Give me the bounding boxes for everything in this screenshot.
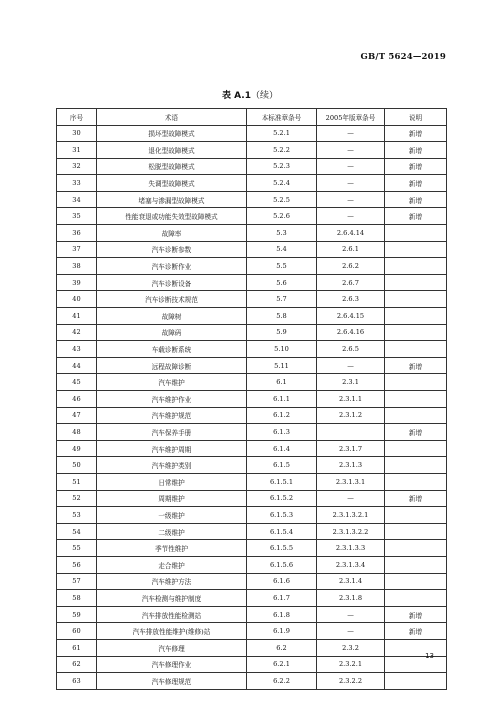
cell-serial-number: 31 [57, 142, 97, 159]
cell-term: 退化型故障模式 [97, 142, 247, 159]
cell-note [385, 656, 447, 673]
cell-note [385, 556, 447, 573]
cell-2005-clause: 2.3.1.3.1 [317, 473, 385, 490]
cell-note [385, 291, 447, 308]
cell-serial-number: 40 [57, 291, 97, 308]
header-this-standard-clause: 本标准章条号 [247, 109, 317, 126]
cell-2005-clause: — [317, 490, 385, 507]
cell-term: 堵塞与渗漏型故障模式 [97, 191, 247, 208]
table-row [57, 424, 447, 441]
cell-serial-number: 54 [57, 523, 97, 540]
cell-term: 二级维护 [97, 523, 247, 540]
table-title-suffix: （续） [250, 91, 278, 101]
cell-term: 故障码 [97, 324, 247, 341]
cell-2005-clause: — [317, 125, 385, 142]
cell-this-standard-clause: 6.1.8 [247, 606, 317, 623]
table-row [57, 590, 447, 607]
cell-serial-number: 42 [57, 324, 97, 341]
cell-note [385, 324, 447, 341]
cell-note: 新增 [385, 490, 447, 507]
cell-serial-number: 39 [57, 274, 97, 291]
table-row [57, 208, 447, 225]
cell-this-standard-clause: 5.2.6 [247, 208, 317, 225]
cell-serial-number: 50 [57, 457, 97, 474]
cell-this-standard-clause: 6.1.9 [247, 623, 317, 640]
cell-2005-clause: 2.6.5 [317, 341, 385, 358]
cell-this-standard-clause: 6.2.1 [247, 656, 317, 673]
cell-serial-number: 34 [57, 191, 97, 208]
cell-2005-clause: — [317, 191, 385, 208]
table-row [57, 274, 447, 291]
table-row [57, 507, 447, 524]
cell-term: 走合维护 [97, 556, 247, 573]
cell-term: 一级维护 [97, 507, 247, 524]
cell-serial-number: 32 [57, 158, 97, 175]
cell-serial-number: 48 [57, 424, 97, 441]
cell-note: 新增 [385, 606, 447, 623]
cell-term: 远程故障诊断 [97, 357, 247, 374]
cell-serial-number: 37 [57, 241, 97, 258]
cell-serial-number: 45 [57, 374, 97, 391]
cell-2005-clause: 2.6.3 [317, 291, 385, 308]
table-row [57, 573, 447, 590]
cell-serial-number: 44 [57, 357, 97, 374]
cell-this-standard-clause: 5.11 [247, 357, 317, 374]
table-row [57, 440, 447, 457]
cell-serial-number: 46 [57, 391, 97, 408]
cell-note [385, 391, 447, 408]
table-row [57, 258, 447, 275]
cell-term: 季节性维护 [97, 540, 247, 557]
cell-2005-clause: 2.6.7 [317, 274, 385, 291]
table-row [57, 158, 447, 175]
cell-term: 汽车诊断参数 [97, 241, 247, 258]
cell-2005-clause: 2.3.1.7 [317, 440, 385, 457]
standard-code: GB/T 5624—2019 [360, 52, 446, 62]
header-serial-number: 序号 [57, 109, 97, 126]
table-row [57, 241, 447, 258]
cell-this-standard-clause: 5.5 [247, 258, 317, 275]
cell-2005-clause: — [317, 158, 385, 175]
table-row [57, 357, 447, 374]
cell-this-standard-clause: 5.2.3 [247, 158, 317, 175]
cell-serial-number: 43 [57, 341, 97, 358]
cell-serial-number: 30 [57, 125, 97, 142]
cell-note [385, 639, 447, 656]
cell-serial-number: 57 [57, 573, 97, 590]
cell-note [385, 374, 447, 391]
cell-note [385, 258, 447, 275]
cell-term: 松脱型故障模式 [97, 158, 247, 175]
header-term: 术语 [97, 109, 247, 126]
cell-term: 汽车保养手册 [97, 424, 247, 441]
table-row [57, 556, 447, 573]
cell-2005-clause: 2.3.1.3.2.2 [317, 523, 385, 540]
cell-2005-clause: — [317, 606, 385, 623]
cell-term: 汽车检测与维护制度 [97, 590, 247, 607]
cell-2005-clause: 2.3.1.2 [317, 407, 385, 424]
table-row [57, 324, 447, 341]
cell-term: 故障率 [97, 225, 247, 242]
cell-serial-number: 38 [57, 258, 97, 275]
cell-serial-number: 63 [57, 673, 97, 690]
cell-this-standard-clause: 5.4 [247, 241, 317, 258]
cell-serial-number: 51 [57, 473, 97, 490]
cell-this-standard-clause: 5.7 [247, 291, 317, 308]
cell-2005-clause: 2.3.1.3 [317, 457, 385, 474]
cell-note: 新增 [385, 208, 447, 225]
cell-term: 汽车维护 [97, 374, 247, 391]
cell-this-standard-clause: 6.1.6 [247, 573, 317, 590]
cell-note: 新增 [385, 175, 447, 192]
cell-serial-number: 60 [57, 623, 97, 640]
table-row [57, 490, 447, 507]
cell-note [385, 507, 447, 524]
cell-2005-clause: 2.3.2.1 [317, 656, 385, 673]
cell-note [385, 440, 447, 457]
cell-serial-number: 35 [57, 208, 97, 225]
cell-note [385, 457, 447, 474]
cell-note [385, 407, 447, 424]
cell-note [385, 274, 447, 291]
cell-2005-clause: 2.3.1.4 [317, 573, 385, 590]
table-row [57, 341, 447, 358]
table-row [57, 175, 447, 192]
cell-serial-number: 52 [57, 490, 97, 507]
table-header-row [57, 109, 447, 126]
cell-term: 车载诊断系统 [97, 341, 247, 358]
cell-note: 新增 [385, 125, 447, 142]
cell-note: 新增 [385, 158, 447, 175]
cell-2005-clause: 2.3.2 [317, 639, 385, 656]
cell-term: 汽车修理作业 [97, 656, 247, 673]
cell-2005-clause: 2.6.2 [317, 258, 385, 275]
cell-2005-clause: 2.3.1.3.2.1 [317, 507, 385, 524]
cell-note: 新增 [385, 191, 447, 208]
table-row [57, 225, 447, 242]
table-row [57, 407, 447, 424]
table-body [57, 125, 447, 689]
cell-2005-clause: 2.3.2.2 [317, 673, 385, 690]
cell-2005-clause: — [317, 357, 385, 374]
table-row [57, 606, 447, 623]
cell-2005-clause [317, 424, 385, 441]
header-note: 说明 [385, 109, 447, 126]
terms-table [56, 108, 447, 690]
cell-term: 汽车修理规范 [97, 673, 247, 690]
table-title-main: 表 A.1 [222, 91, 251, 101]
cell-note [385, 523, 447, 540]
table-row [57, 391, 447, 408]
cell-2005-clause: 2.3.1.1 [317, 391, 385, 408]
cell-this-standard-clause: 5.10 [247, 341, 317, 358]
cell-serial-number: 56 [57, 556, 97, 573]
table-row [57, 308, 447, 325]
cell-term: 汽车维护作业 [97, 391, 247, 408]
cell-2005-clause: 2.3.1 [317, 374, 385, 391]
cell-this-standard-clause: 6.1.5.1 [247, 473, 317, 490]
cell-2005-clause: 2.3.1.3.3 [317, 540, 385, 557]
cell-term: 汽车维护规范 [97, 407, 247, 424]
cell-note [385, 341, 447, 358]
cell-2005-clause: 2.6.4.16 [317, 324, 385, 341]
table-row [57, 374, 447, 391]
page-number: 13 [425, 652, 434, 660]
cell-this-standard-clause: 5.2.4 [247, 175, 317, 192]
table-title [0, 88, 500, 101]
cell-serial-number: 62 [57, 656, 97, 673]
cell-note [385, 473, 447, 490]
table-row [57, 639, 447, 656]
cell-term: 汽车诊断设备 [97, 274, 247, 291]
cell-serial-number: 59 [57, 606, 97, 623]
cell-this-standard-clause: 6.1.1 [247, 391, 317, 408]
cell-term: 周期维护 [97, 490, 247, 507]
cell-this-standard-clause: 6.1.5.3 [247, 507, 317, 524]
cell-this-standard-clause: 6.1.5.6 [247, 556, 317, 573]
cell-2005-clause: — [317, 623, 385, 640]
cell-term: 汽车维护周期 [97, 440, 247, 457]
cell-this-standard-clause: 6.2 [247, 639, 317, 656]
table-row [57, 473, 447, 490]
cell-this-standard-clause: 5.2.1 [247, 125, 317, 142]
cell-note: 新增 [385, 357, 447, 374]
cell-note [385, 241, 447, 258]
table-row [57, 673, 447, 690]
cell-this-standard-clause: 5.9 [247, 324, 317, 341]
cell-term: 汽车维护类别 [97, 457, 247, 474]
cell-2005-clause: — [317, 208, 385, 225]
cell-2005-clause: 2.6.1 [317, 241, 385, 258]
cell-serial-number: 41 [57, 308, 97, 325]
cell-2005-clause: 2.6.4.14 [317, 225, 385, 242]
cell-term: 失调型故障模式 [97, 175, 247, 192]
table-row [57, 142, 447, 159]
cell-term: 故障树 [97, 308, 247, 325]
cell-term: 损坏型故障模式 [97, 125, 247, 142]
cell-2005-clause: — [317, 142, 385, 159]
cell-this-standard-clause: 5.6 [247, 274, 317, 291]
cell-this-standard-clause: 6.1.2 [247, 407, 317, 424]
table-row [57, 457, 447, 474]
cell-term: 汽车排放性能检测站 [97, 606, 247, 623]
cell-this-standard-clause: 6.1.7 [247, 590, 317, 607]
cell-this-standard-clause: 6.1 [247, 374, 317, 391]
cell-note [385, 225, 447, 242]
cell-this-standard-clause: 6.1.5 [247, 457, 317, 474]
cell-note: 新增 [385, 142, 447, 159]
table-row [57, 125, 447, 142]
cell-serial-number: 36 [57, 225, 97, 242]
cell-term: 汽车诊断技术规范 [97, 291, 247, 308]
cell-this-standard-clause: 6.1.5.2 [247, 490, 317, 507]
table-row [57, 623, 447, 640]
cell-2005-clause: 2.3.1.3.4 [317, 556, 385, 573]
table-row [57, 540, 447, 557]
cell-term: 日常维护 [97, 473, 247, 490]
table-row [57, 191, 447, 208]
cell-note [385, 590, 447, 607]
cell-serial-number: 49 [57, 440, 97, 457]
cell-this-standard-clause: 6.1.3 [247, 424, 317, 441]
cell-this-standard-clause: 6.1.5.4 [247, 523, 317, 540]
cell-note: 新增 [385, 424, 447, 441]
cell-note: 新增 [385, 623, 447, 640]
cell-term: 汽车排放性能维护(维修)站 [97, 623, 247, 640]
cell-term: 汽车维护方法 [97, 573, 247, 590]
cell-this-standard-clause: 5.8 [247, 308, 317, 325]
cell-serial-number: 58 [57, 590, 97, 607]
cell-this-standard-clause: 6.1.5.5 [247, 540, 317, 557]
cell-term: 汽车修理 [97, 639, 247, 656]
cell-this-standard-clause: 5.2.2 [247, 142, 317, 159]
table-row [57, 656, 447, 673]
table-row [57, 291, 447, 308]
cell-serial-number: 61 [57, 639, 97, 656]
cell-this-standard-clause: 5.2.5 [247, 191, 317, 208]
cell-term: 性能衰退或功能失效型故障模式 [97, 208, 247, 225]
cell-this-standard-clause: 6.2.2 [247, 673, 317, 690]
cell-term: 汽车诊断作业 [97, 258, 247, 275]
cell-serial-number: 47 [57, 407, 97, 424]
cell-note [385, 308, 447, 325]
cell-note [385, 673, 447, 690]
table-row [57, 523, 447, 540]
cell-this-standard-clause: 6.1.4 [247, 440, 317, 457]
cell-2005-clause: 2.6.4.15 [317, 308, 385, 325]
cell-serial-number: 55 [57, 540, 97, 557]
cell-this-standard-clause: 5.3 [247, 225, 317, 242]
cell-note [385, 573, 447, 590]
cell-2005-clause: — [317, 175, 385, 192]
header-2005-clause: 2005年版章条号 [317, 109, 385, 126]
cell-serial-number: 53 [57, 507, 97, 524]
cell-serial-number: 33 [57, 175, 97, 192]
cell-2005-clause: 2.3.1.8 [317, 590, 385, 607]
cell-note [385, 540, 447, 557]
